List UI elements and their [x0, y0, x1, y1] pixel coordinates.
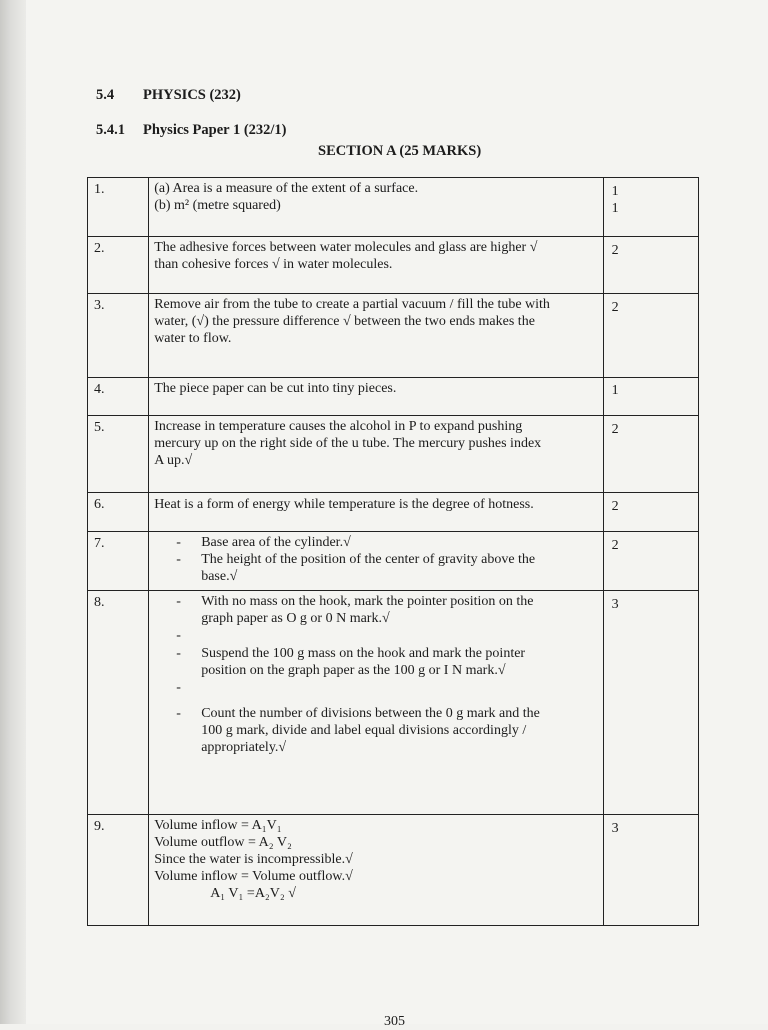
bullet-line: - The height of the position of the center of gravity above the — [201, 552, 536, 567]
heading-number: 5.4 — [96, 87, 115, 103]
table-row — [88, 815, 699, 926]
mark-value: 2 — [611, 422, 619, 437]
mark-value: 3 — [611, 597, 619, 612]
section-title: SECTION A (25 MARKS) — [318, 143, 482, 159]
bullet-line: - With no mass on the hook, mark the pointer position on the — [201, 594, 534, 609]
answer-line: (a) Area is a measure of the extent of a surface. — [154, 181, 419, 196]
bullet-line: graph paper as O g or 0 N mark.√ — [201, 611, 390, 626]
answer-line: A up.√ — [154, 453, 193, 468]
subheading-number: 5.4.1 — [96, 122, 125, 138]
marks-cell — [603, 294, 698, 378]
bullet-line: - Suspend the 100 g mass on the hook and mark the pointer — [201, 646, 526, 661]
table-row — [88, 178, 699, 237]
answer-line: Volume inflow = Volume outflow.√ — [154, 869, 353, 884]
answer-line: Heat is a form of energy while temperature is the degree of hotness. — [154, 497, 534, 512]
bullet-line: 100 g mark, divide and label equal divisions accordingly / — [201, 723, 527, 738]
bullet-list — [154, 534, 598, 585]
answer-cell — [149, 591, 603, 815]
page-number: 305 — [384, 1014, 405, 1029]
answer-cell — [149, 294, 603, 378]
mark-value: 1 — [611, 201, 619, 216]
bullet-list — [154, 593, 598, 756]
marks-cell — [603, 532, 698, 591]
question-number: 3. — [88, 294, 149, 378]
table-row — [88, 532, 699, 591]
bullet-item — [176, 534, 598, 551]
bullet-item — [176, 705, 598, 756]
table-row — [88, 237, 699, 294]
mark-value: 2 — [611, 300, 619, 315]
question-number: 6. — [88, 493, 149, 532]
bullet-line: - Base area of the cylinder.√ — [201, 535, 351, 550]
answer-line: than cohesive forces √ in water molecules. — [154, 257, 393, 272]
table-row — [88, 416, 699, 493]
answer-cell — [149, 493, 603, 532]
question-number: 5. — [88, 416, 149, 493]
marks-cell — [603, 237, 698, 294]
marks-cell — [603, 178, 698, 237]
answer-line: mercury up on the right side of the u tube. The mercury pushes index — [154, 436, 542, 451]
bullet-item — [176, 593, 598, 627]
marks-cell — [603, 378, 698, 416]
answer-cell — [149, 237, 603, 294]
formula-line: A₁ V₁ =A₂V₂ √ — [210, 886, 296, 901]
heading-title: PHYSICS (232) — [143, 87, 241, 103]
answer-cell — [149, 416, 603, 493]
answer-cell — [149, 815, 603, 926]
table-row — [88, 378, 699, 416]
bullet-item — [176, 551, 598, 585]
answer-line: (b) m² (metre squared) — [154, 198, 281, 213]
answer-cell — [149, 378, 603, 416]
question-number: 7. — [88, 532, 149, 591]
bullet-line: - Count the number of divisions between the 0 g mark and the — [201, 706, 540, 721]
marks-cell — [603, 591, 698, 815]
answer-cell — [149, 178, 603, 237]
answer-line: The adhesive forces between water molecules and glass are higher √ — [154, 240, 538, 255]
spacer — [176, 627, 598, 645]
mark-value: 2 — [611, 243, 619, 258]
question-number: 4. — [88, 378, 149, 416]
table-row — [88, 591, 699, 815]
question-number: 9. — [88, 815, 149, 926]
marks-cell — [603, 815, 698, 926]
answer-line: water, (√) the pressure difference √ between the two ends makes the — [154, 314, 535, 329]
marks-cell — [603, 493, 698, 532]
answer-line: The piece paper can be cut into tiny pieces. — [154, 381, 397, 396]
mark-value: 1 — [611, 383, 619, 398]
answer-cell — [149, 532, 603, 591]
question-number: 8. — [88, 591, 149, 815]
bullet-item — [176, 645, 598, 679]
bullet-line: position on the graph paper as the 100 g or I N mark.√ — [201, 663, 506, 678]
table-row — [88, 493, 699, 532]
marking-scheme-table — [87, 177, 699, 926]
answer-line: Volume inflow = A₁V₁ — [154, 818, 282, 833]
marks-cell — [603, 416, 698, 493]
mark-value: 3 — [611, 821, 619, 836]
mark-value: 2 — [611, 538, 619, 553]
question-number: 1. — [88, 178, 149, 237]
book-binding-shadow — [0, 0, 26, 1024]
answer-line: Increase in temperature causes the alcohol in P to expand pushing — [154, 419, 523, 434]
answer-line: Remove air from the tube to create a partial vacuum / fill the tube with — [154, 297, 550, 312]
mark-value: 2 — [611, 499, 619, 514]
answer-line: Volume outflow = A₂ V₂ — [154, 835, 292, 850]
answer-line: Since the water is incompressible.√ — [154, 852, 353, 867]
bullet-line: base.√ — [201, 569, 238, 584]
mark-value: 1 — [611, 184, 619, 199]
question-number: 2. — [88, 237, 149, 294]
bullet-line: appropriately.√ — [201, 740, 287, 755]
subheading-title: Physics Paper 1 (232/1) — [143, 122, 287, 138]
answer-line: water to flow. — [154, 331, 232, 346]
table-row — [88, 294, 699, 378]
spacer — [176, 679, 598, 705]
